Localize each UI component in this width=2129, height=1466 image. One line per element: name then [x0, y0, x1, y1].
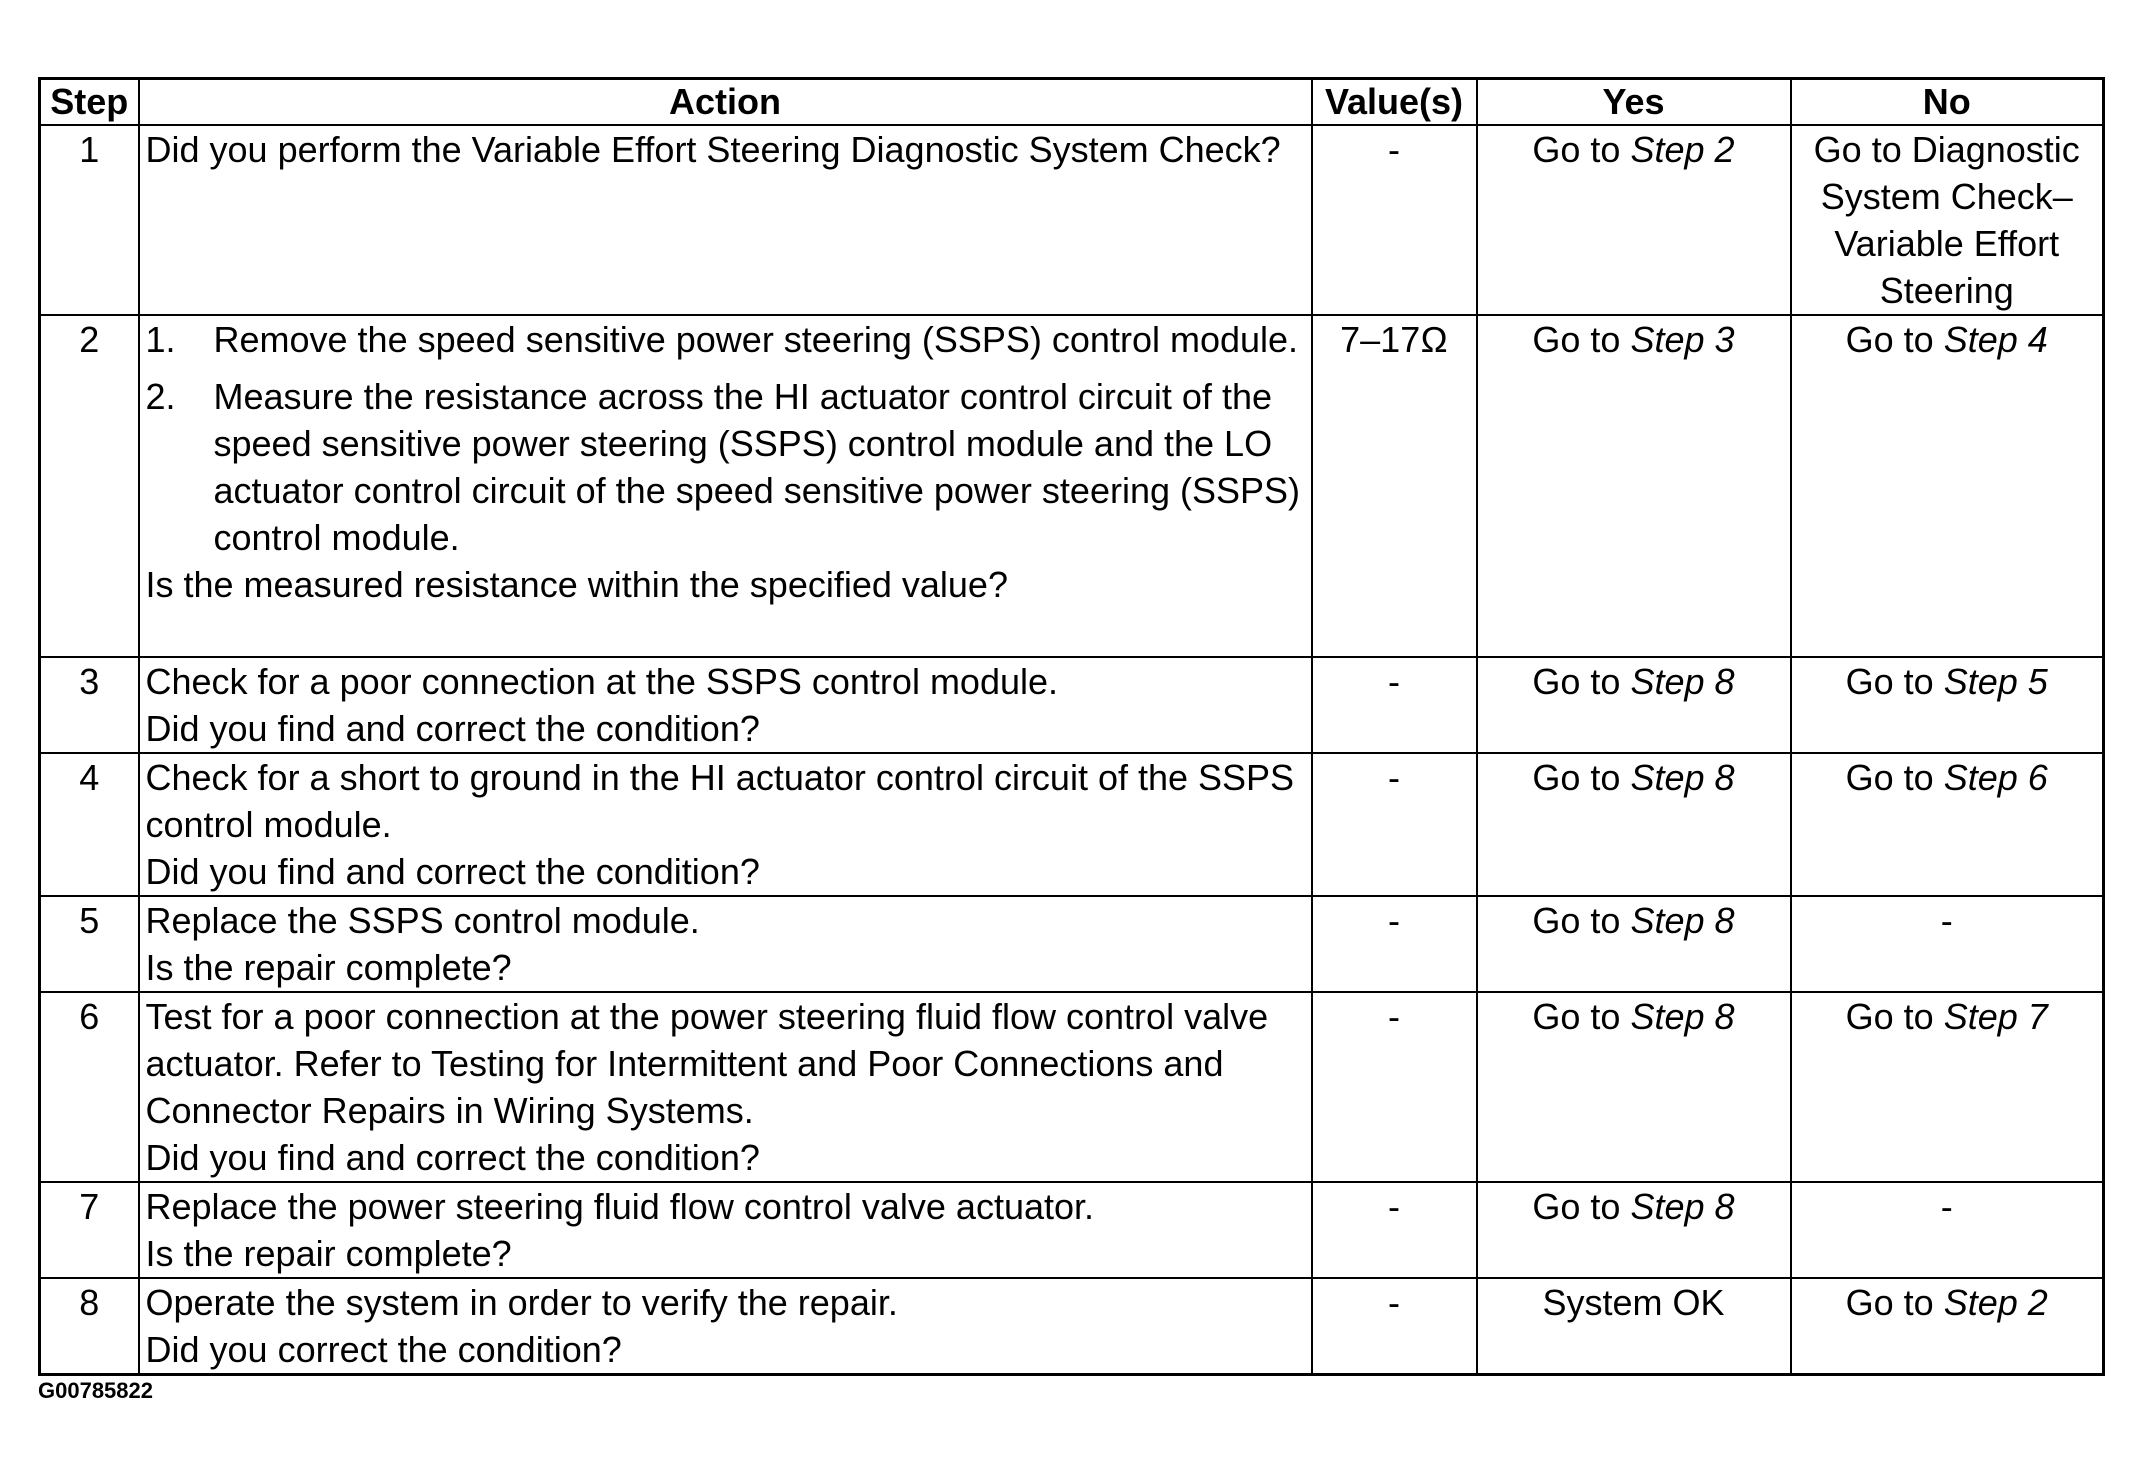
yes-prefix: Go to [1532, 661, 1621, 702]
table-row [40, 1278, 2104, 1375]
diagnostic-table [38, 77, 2105, 1376]
yes-cell [1477, 315, 1791, 657]
yes-prefix: Go to [1532, 996, 1621, 1037]
action-text: Test for a poor connection at the power steering fluid flow control valve actuator. Refer to Testing for Intermittent and Poor Connections and Connector Repairs in Wiring Systems. [145, 996, 1269, 1131]
yes-step-link[interactable]: Step 3 [1630, 319, 1735, 360]
no-step-link[interactable]: Step 6 [1943, 757, 2048, 798]
substep-text: Remove the speed sensitive power steering (SSPS) control module. [213, 319, 1299, 360]
yes-step-link[interactable]: Step 8 [1630, 757, 1735, 798]
yes-cell [1477, 896, 1791, 992]
yes-cell [1477, 1182, 1791, 1278]
yes-step-link[interactable]: Step 8 [1630, 996, 1735, 1037]
no-cell [1791, 315, 2104, 657]
step-number: 5 [40, 896, 139, 992]
yes-cell [1477, 992, 1791, 1182]
action-text: Replace the power steering fluid flow control valve actuator. [145, 1186, 1095, 1227]
no-step-link[interactable]: Step 7 [1943, 996, 2048, 1037]
no-prefix: Go to [1845, 996, 1934, 1037]
value-cell: - [1312, 992, 1477, 1182]
table-row [40, 753, 2104, 896]
action-question: Did you correct the condition? [145, 1329, 622, 1370]
header-yes: Yes [1477, 79, 1791, 126]
action-cell [139, 1278, 1312, 1375]
no-step-link[interactable]: Step 4 [1943, 319, 2048, 360]
yes-cell [1477, 1278, 1791, 1375]
substep-item [146, 373, 1305, 561]
header-step: Step [40, 79, 139, 126]
substep-number: 2. [145, 376, 176, 417]
value-cell: - [1312, 125, 1477, 315]
value-cell: 7–17Ω [1312, 315, 1477, 657]
action-cell [139, 992, 1312, 1182]
action-cell [139, 125, 1312, 315]
no-prefix[interactable]: Go to Diagnostic System Check– Variable Effort Steering [1813, 129, 2080, 311]
value-cell: - [1312, 753, 1477, 896]
yes-step-link[interactable]: Step 8 [1630, 1186, 1735, 1227]
no-cell [1791, 1182, 2104, 1278]
header-no: No [1791, 79, 2104, 126]
table-row [40, 657, 2104, 753]
no-cell [1791, 753, 2104, 896]
no-prefix: Go to [1845, 757, 1934, 798]
yes-step-link[interactable]: Step 8 [1630, 900, 1735, 941]
yes-prefix: Go to [1532, 1186, 1621, 1227]
action-cell [139, 1182, 1312, 1278]
yes-step-link[interactable]: Step 2 [1630, 129, 1735, 170]
step-number: 4 [40, 753, 139, 896]
table-row [40, 896, 2104, 992]
yes-prefix: Go to [1532, 319, 1621, 360]
no-prefix: - [1940, 900, 1953, 941]
yes-cell [1477, 657, 1791, 753]
step-number: 1 [40, 125, 139, 315]
action-question: Is the repair complete? [145, 947, 512, 988]
no-prefix: Go to [1845, 1282, 1934, 1323]
action-cell [139, 657, 1312, 753]
yes-prefix: Go to [1532, 757, 1621, 798]
action-question: Is the repair complete? [145, 1233, 512, 1274]
value-cell: - [1312, 1278, 1477, 1375]
yes-result: System OK [1542, 1282, 1725, 1323]
header-values: Value(s) [1312, 79, 1477, 126]
action-text: Operate the system in order to verify the repair. [145, 1282, 898, 1323]
no-prefix: Go to [1845, 319, 1934, 360]
action-question: Did you find and correct the condition? [145, 851, 760, 892]
yes-prefix: Go to [1532, 900, 1621, 941]
value-cell: - [1312, 896, 1477, 992]
no-prefix: - [1940, 1186, 1953, 1227]
no-step-link[interactable]: Step 5 [1943, 661, 2048, 702]
table-row [40, 125, 2104, 315]
no-cell [1791, 992, 2104, 1182]
table-row [40, 315, 2104, 657]
step-number: 2 [40, 315, 139, 657]
action-cell [139, 896, 1312, 992]
no-cell [1791, 125, 2104, 315]
yes-step-link[interactable]: Step 8 [1630, 661, 1735, 702]
step-number: 8 [40, 1278, 139, 1375]
substep-item [146, 316, 1305, 363]
substep-list [146, 316, 1305, 561]
yes-cell [1477, 125, 1791, 315]
figure-id: G00785822 [38, 1378, 153, 1403]
header-action: Action [139, 79, 1312, 126]
header-row [40, 79, 2104, 126]
no-cell [1791, 1278, 2104, 1375]
step-number: 7 [40, 1182, 139, 1278]
action-cell [139, 753, 1312, 896]
action-cell [139, 315, 1312, 657]
value-cell: - [1312, 1182, 1477, 1278]
action-question: Did you find and correct the condition? [145, 708, 760, 749]
step-number: 6 [40, 992, 139, 1182]
no-step-link[interactable]: Step 2 [1943, 1282, 2048, 1323]
substep-number: 1. [145, 319, 176, 360]
action-text: Replace the SSPS control module. [145, 900, 700, 941]
table-row [40, 1182, 2104, 1278]
action-question: Did you find and correct the condition? [145, 1137, 760, 1178]
yes-prefix: Go to [1532, 129, 1621, 170]
table-row [40, 992, 2104, 1182]
value-cell: - [1312, 657, 1477, 753]
no-cell [1791, 896, 2104, 992]
substep-text: Measure the resistance across the HI actuator control circuit of the speed sensitive power steering (SSPS) control module and the LO actuator control circuit of the speed sensitive power steering (SSPS) control module. [213, 376, 1301, 558]
action-text: Check for a poor connection at the SSPS control module. [145, 661, 1059, 702]
no-prefix: Go to [1845, 661, 1934, 702]
action-text: Did you perform the Variable Effort Steering Diagnostic System Check? [145, 129, 1281, 170]
action-question: Is the measured resistance within the specified value? [145, 564, 1008, 605]
action-text: Check for a short to ground in the HI actuator control circuit of the SSPS control module. [145, 757, 1295, 845]
no-cell [1791, 657, 2104, 753]
step-number: 3 [40, 657, 139, 753]
yes-cell [1477, 753, 1791, 896]
